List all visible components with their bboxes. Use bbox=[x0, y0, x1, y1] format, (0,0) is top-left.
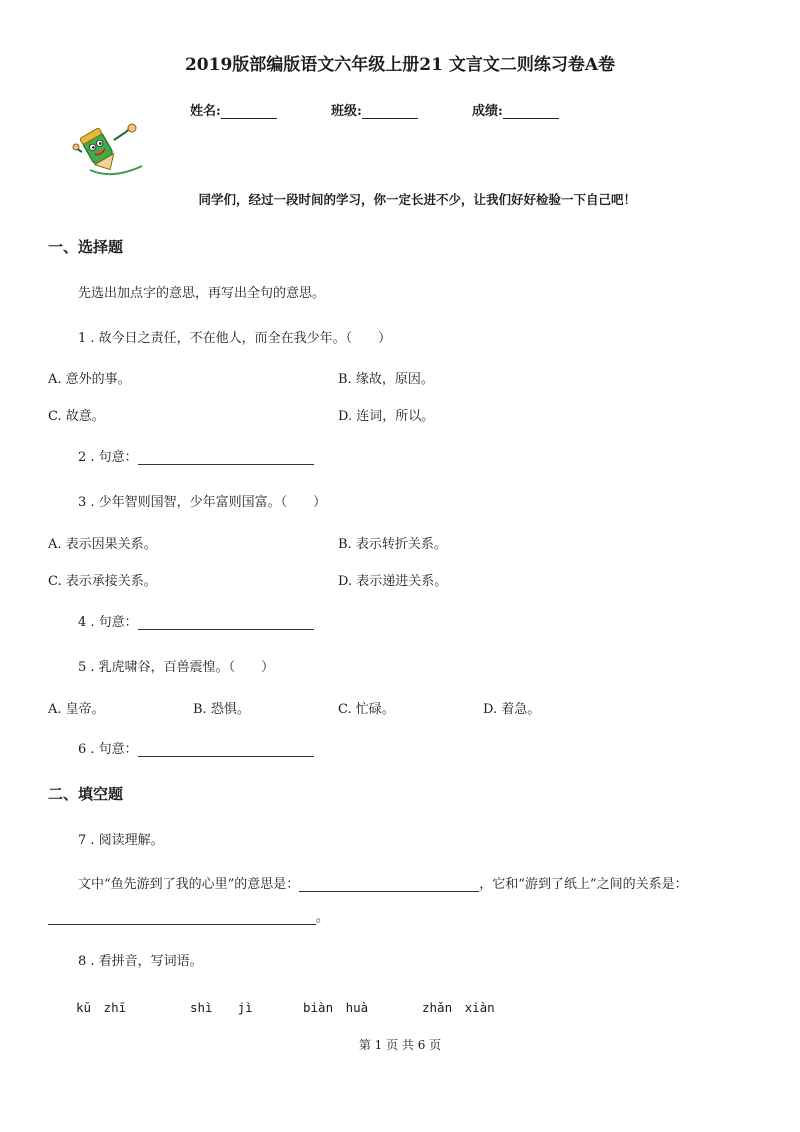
section-heading-fill: 二、填空题 bbox=[48, 785, 124, 803]
q3-option-c[interactable]: C. 表示承接关系。 bbox=[48, 574, 157, 589]
pencil-mascot-icon bbox=[72, 122, 146, 178]
score-blank[interactable] bbox=[503, 104, 559, 119]
question-2 bbox=[78, 446, 314, 465]
q5-option-a[interactable]: A. 皇帝。 bbox=[48, 702, 105, 717]
q1-option-b[interactable]: B. 缘故，原因。 bbox=[338, 372, 434, 387]
question-6-stem: 6 . 句意： bbox=[78, 742, 138, 757]
name-field bbox=[190, 100, 277, 119]
q7-answer-blank-2[interactable] bbox=[48, 910, 316, 925]
question-8-stem: 8 . 看拼音，写词语。 bbox=[78, 954, 203, 969]
greeting-text: 同学们，经过一段时间的学习，你一定长进不少，让我们好好检验一下自己吧！ bbox=[198, 192, 636, 207]
q3-option-d[interactable]: D. 表示递进关系。 bbox=[338, 574, 448, 589]
question-4-stem: 4 . 句意： bbox=[78, 615, 138, 630]
name-blank[interactable] bbox=[221, 104, 277, 119]
class-field bbox=[331, 100, 418, 119]
q1-option-c[interactable]: C. 故意。 bbox=[48, 409, 105, 424]
question-2-stem: 2 . 句意： bbox=[78, 450, 138, 465]
score-label: 成绩: bbox=[472, 104, 503, 119]
q2-answer-blank[interactable] bbox=[138, 450, 314, 465]
q3-option-a[interactable]: A. 表示因果关系。 bbox=[48, 537, 157, 552]
q7-text-part1: 文中“鱼先游到了我的心里”的意思是： bbox=[78, 877, 300, 892]
question-7-line1 bbox=[78, 873, 688, 892]
q5-option-d[interactable]: D. 着急。 bbox=[483, 702, 541, 717]
question-6 bbox=[78, 738, 314, 757]
question-3-stem: 3 . 少年智则国智，少年富则国富。（ ） bbox=[78, 495, 327, 510]
pinyin-4: zhǎn xiàn bbox=[422, 1000, 495, 1015]
q1-option-d[interactable]: D. 连词，所以。 bbox=[338, 409, 435, 424]
q7-answer-blank-1[interactable] bbox=[299, 877, 479, 892]
pinyin-1: kū zhī bbox=[76, 1000, 127, 1015]
q4-answer-blank[interactable] bbox=[138, 615, 314, 630]
question-7-line2 bbox=[48, 906, 329, 925]
question-5-stem: 5 . 乳虎啸谷，百兽震惶。（ ） bbox=[78, 660, 275, 675]
q1-option-a[interactable]: A. 意外的事。 bbox=[48, 372, 131, 387]
pinyin-2: shì jì bbox=[190, 1000, 253, 1015]
class-label: 班级: bbox=[331, 104, 362, 119]
page-title: 2019版部编版语文六年级上册21 文言文二则练习卷A卷 bbox=[184, 55, 616, 75]
class-blank[interactable] bbox=[362, 104, 418, 119]
q5-option-b[interactable]: B. 恐惧。 bbox=[193, 702, 250, 717]
page-footer: 第 1 页 共 6 页 bbox=[358, 1038, 442, 1052]
q3-option-b[interactable]: B. 表示转折关系。 bbox=[338, 537, 447, 552]
pinyin-3: biàn huà bbox=[303, 1000, 369, 1015]
q5-option-c[interactable]: C. 忙碌。 bbox=[338, 702, 395, 717]
section-intro: 先选出加点字的意思，再写出全句的意思。 bbox=[78, 286, 326, 301]
q7-text-end: 。 bbox=[316, 910, 330, 925]
score-field bbox=[472, 100, 559, 119]
question-1-stem: 1 . 故今日之责任，不在他人，而全在我少年。（ ） bbox=[78, 331, 392, 346]
name-label: 姓名: bbox=[190, 104, 221, 119]
section-heading-choice: 一、选择题 bbox=[48, 238, 124, 256]
q6-answer-blank[interactable] bbox=[138, 742, 314, 757]
question-4 bbox=[78, 611, 314, 630]
q7-text-part2: ，它和“游到了纸上”之间的关系是： bbox=[479, 877, 688, 892]
question-7-stem: 7 . 阅读理解。 bbox=[78, 833, 164, 848]
